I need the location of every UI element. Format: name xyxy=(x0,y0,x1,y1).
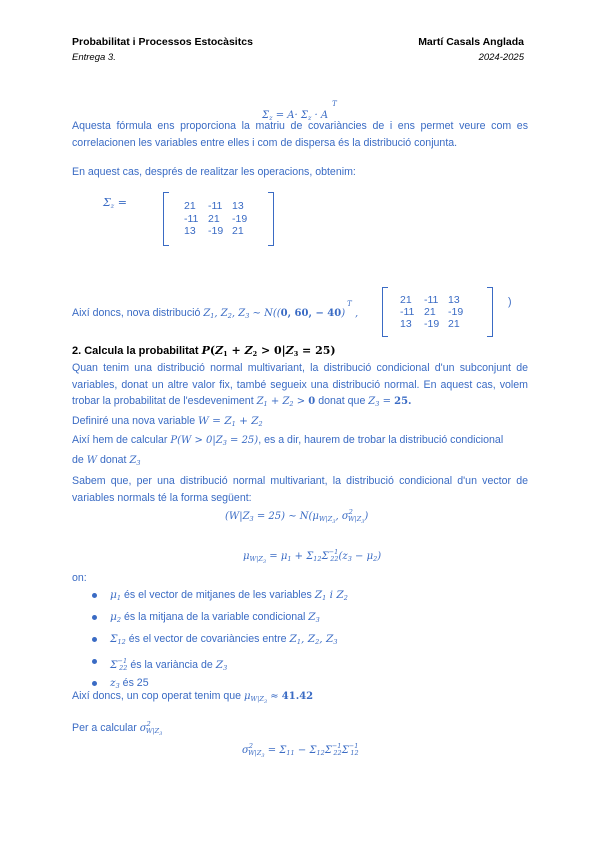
bullet-text: és la variància de xyxy=(127,659,216,671)
section-2-title: 2. Calcula la probabilitat $P(Z_1 + Z_2 > 0|Z_3 = 25)$ xyxy=(72,344,336,358)
paragraph-calculate-line2-mid: donat xyxy=(99,453,127,466)
matrix-bracket-left xyxy=(163,192,169,246)
author-name: Martí Casals Anglada xyxy=(418,36,524,48)
paragraph-calculate: Així hem de calcular $P(W > 0|Z_3 = 25)$, es a dir, haurem de trobar la distribució condicional de W donat $Z_3$ xyxy=(72,434,504,467)
paragraph-calculate-rest: , es a dir, haurem de trobar la distribució condicional xyxy=(258,434,504,446)
paragraph-calculate-line2: de xyxy=(72,453,84,466)
paragraph-conditional: Quan tenim una distribució normal multivariant, la distribució condicional d'un subconjunt de variables, donat un altre valor fix, també segueix una distribució normal. En aquest cas, volem trobar la probabilitat de l'esdeveniment $Z_1 + Z_2 > 0$ donat que $Z_3 = 25$. xyxy=(72,362,528,408)
bullet-text: és el vector de mitjanes de les variables xyxy=(121,589,315,601)
list-item: $\Sigma_{12}$ és el vector de covariàncies entre $Z_1$, $Z_2$, $Z_3$ xyxy=(92,631,348,653)
paragraph-conditional-text: Quan tenim una distribució normal multivariant, la distribució condicional d'un subconjunt de variables, donat un altre valor fix, també segueix una distribució normal. En aquest cas, volem trobar la probabilitat de l'esdeveniment xyxy=(72,362,528,407)
matrix-cell: 21 xyxy=(400,294,412,306)
matrix-cell: -11 xyxy=(184,212,199,225)
matrix-cell: 21 xyxy=(208,212,220,225)
dist-bracket-left xyxy=(382,287,388,337)
year-label: 2024-2025 xyxy=(478,52,524,63)
matrix-cell: -19 xyxy=(424,318,440,330)
assignment-label: Entrega 3. xyxy=(72,52,116,63)
equation-mu: $\mu_{W|Z_3} = \mu_1 + \Sigma_{12}\Sigma^{-1}_{22}(z_3 - \mu_2)$ xyxy=(243,548,382,565)
matrix-cell: 13 xyxy=(184,225,196,237)
formula-covariance: $\Sigma_z = A\cdot \Sigma_z \cdot A^T$ xyxy=(262,100,337,122)
paragraph-new-variable: Definiré una nova variable $W = Z_1 + Z_2$ xyxy=(72,415,263,428)
distribution-vars: $Z_1$, $Z_2$, $Z_3$ ∼ N((0, 60, − 40)$^T$ , xyxy=(203,300,359,320)
paragraph-mu-result: Així doncs, un cop operat tenim que $\mu_{W|Z_3} \approx 41.42$ xyxy=(72,690,314,705)
matrix-cell: -19 xyxy=(208,225,224,237)
bullet-text: és el vector de covariàncies entre xyxy=(125,633,290,645)
matrix-cell: 21 xyxy=(184,200,196,212)
dist-bracket-right xyxy=(487,287,493,337)
matrix-cell: 21 xyxy=(424,306,436,318)
paragraph-mu-result-text: Així doncs, un cop operat tenim que xyxy=(72,690,242,702)
covariance-matrix xyxy=(184,200,256,238)
list-item: $\mu_1$ és el vector de mitjanes de les variables $Z_1$ i $Z_2$ xyxy=(92,587,348,609)
list-item: $z_3$ és 25 xyxy=(92,675,348,697)
distribution-close: ) xyxy=(508,296,512,308)
bullet-text: és 25 xyxy=(119,677,149,689)
paragraph-conditional-form: Sabem que, per una distribució normal multivariant, la distribució condicional d'un vector de variables normals té la forma següent: xyxy=(72,475,528,504)
list-item: $\Sigma^{-1}_{22}$ és la variància de $Z_3$ xyxy=(92,653,348,675)
distribution-prefix: Així doncs, nova distribució xyxy=(72,307,201,319)
paragraph-formula-meaning: Aquesta fórmula ens proporciona la matriu de covariàncies de i ens permet veure com es correlacionen les variables entre elles i com de dispersa és la distribució conjunta. xyxy=(72,120,528,149)
matrix-cell: 13 xyxy=(232,200,244,212)
matrix-cell: 13 xyxy=(448,294,460,306)
paragraph-sigma-calc: Per a calcular $\sigma^2_{W|Z_3}$ xyxy=(72,720,163,737)
paragraph-operations: En aquest cas, després de realitzar les operacions, obtenim: xyxy=(72,166,356,178)
section-2-title-text: 2. Calcula la probabilitat xyxy=(72,345,199,357)
matrix-cell: 21 xyxy=(448,318,460,330)
matrix-cell: -11 xyxy=(208,200,223,212)
matrix-cell: -11 xyxy=(424,294,439,306)
paragraph-sigma-calc-text: Per a calcular xyxy=(72,722,137,734)
formula-sup: T xyxy=(332,100,337,108)
matrix-cell: -19 xyxy=(232,212,248,225)
equation-sigma: $\sigma^2_{W|Z_3} = \Sigma_{11} - \Sigma_{12}\Sigma^{-1}_{22}\Sigma^{-1}_{12}$ xyxy=(242,742,359,759)
matrix-cell: 13 xyxy=(400,318,412,330)
distribution-matrix xyxy=(400,294,472,330)
sigma-label: $\Sigma_z$ = xyxy=(103,196,127,210)
definitions-list xyxy=(92,587,348,697)
distribution-line xyxy=(72,296,358,325)
paragraph-calculate-text: Així hem de calcular xyxy=(72,434,168,446)
equation-conditional: $(W|Z_3 = 25)$ ∼ $N(\mu_{W|Z_3}$, $\sigma^2_{W|Z_3}$) xyxy=(225,508,369,525)
label-on: on: xyxy=(72,572,87,584)
matrix-cell: 21 xyxy=(232,225,244,237)
paragraph-new-variable-text: Definiré una nova variable xyxy=(72,415,196,427)
matrix-cell: -19 xyxy=(448,306,464,318)
course-title: Probabilitat i Processos Estocàsitcs xyxy=(72,36,253,48)
bullet-text: és la mitjana de la variable condicional xyxy=(121,611,309,623)
matrix-cell: -11 xyxy=(400,306,415,318)
matrix-bracket-right xyxy=(268,192,274,246)
paragraph-conditional-mid: donat que xyxy=(318,395,366,407)
list-item: $\mu_2$ és la mitjana de la variable condicional $Z_3$ xyxy=(92,609,348,631)
